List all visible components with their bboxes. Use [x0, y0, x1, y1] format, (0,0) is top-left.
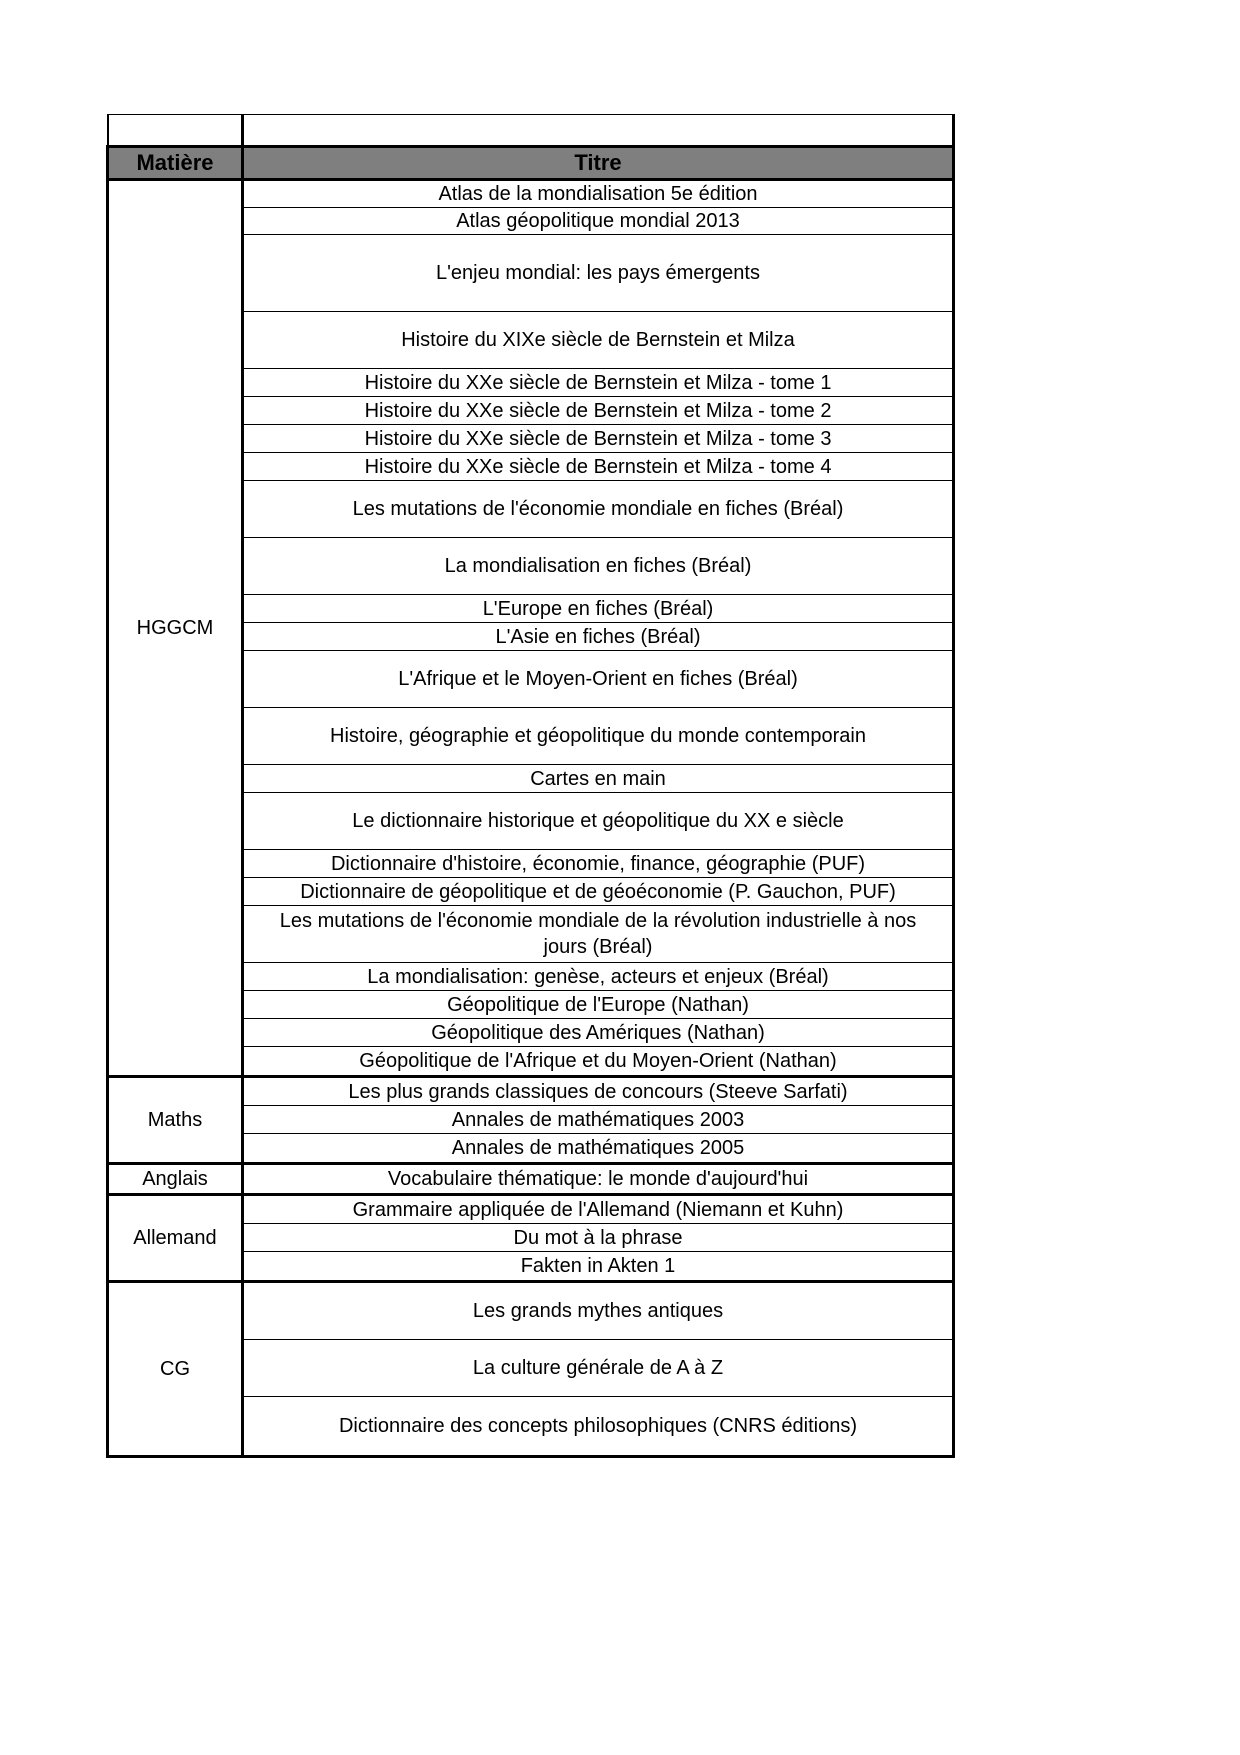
title-cell: Dictionnaire d'histoire, économie, finance, géographie (PUF): [243, 850, 954, 878]
title-cell: Histoire du XXe siècle de Bernstein et Milza - tome 2: [243, 397, 954, 425]
title-cell: Les plus grands classiques de concours (Steeve Sarfati): [243, 1077, 954, 1106]
table-row: [108, 1282, 954, 1340]
blank-cell: [243, 115, 954, 147]
title-cell: Le dictionnaire historique et géopolitique du XX e siècle: [243, 793, 954, 850]
title-cell: Cartes en main: [243, 765, 954, 793]
table-row: [108, 1195, 954, 1224]
title-cell: L'Asie en fiches (Bréal): [243, 623, 954, 651]
blank-cell: [108, 115, 243, 147]
title-cell: Dictionnaire de géopolitique et de géoéconomie (P. Gauchon, PUF): [243, 878, 954, 906]
title-header: Titre: [243, 147, 954, 180]
title-cell: La mondialisation: genèse, acteurs et enjeux (Bréal): [243, 963, 954, 991]
table-row: [108, 180, 954, 208]
title-cell: Fakten in Akten 1: [243, 1252, 954, 1282]
title-cell: L'Europe en fiches (Bréal): [243, 595, 954, 623]
title-cell: Géopolitique de l'Afrique et du Moyen-Orient (Nathan): [243, 1047, 954, 1077]
title-cell: L'enjeu mondial: les pays émergents: [243, 235, 954, 312]
title-cell: Annales de mathématiques 2003: [243, 1106, 954, 1134]
subject-cell: HGGCM: [108, 180, 243, 1077]
title-cell: Les mutations de l'économie mondiale de la révolution industrielle à nos jours (Bréal): [243, 906, 954, 963]
title-cell: Du mot à la phrase: [243, 1224, 954, 1252]
title-cell: Histoire du XXe siècle de Bernstein et Milza - tome 4: [243, 453, 954, 481]
blank-row: [108, 115, 954, 147]
subject-cell: CG: [108, 1282, 243, 1457]
subject-header: Matière: [108, 147, 243, 180]
title-cell: Vocabulaire thématique: le monde d'aujourd'hui: [243, 1164, 954, 1195]
title-cell: La culture générale de A à Z: [243, 1340, 954, 1397]
subject-cell: Maths: [108, 1077, 243, 1164]
spreadsheet-sheet: [106, 114, 952, 1458]
title-cell: Les mutations de l'économie mondiale en fiches (Bréal): [243, 481, 954, 538]
title-cell: La mondialisation en fiches (Bréal): [243, 538, 954, 595]
title-cell: Les grands mythes antiques: [243, 1282, 954, 1340]
title-cell: Histoire, géographie et géopolitique du monde contemporain: [243, 708, 954, 765]
title-cell: Grammaire appliquée de l'Allemand (Niemann et Kuhn): [243, 1195, 954, 1224]
title-cell: Dictionnaire des concepts philosophiques (CNRS éditions): [243, 1397, 954, 1457]
title-cell: Histoire du XXe siècle de Bernstein et Milza - tome 3: [243, 425, 954, 453]
book-list-table: [106, 114, 955, 1458]
title-cell: Atlas de la mondialisation 5e édition: [243, 180, 954, 208]
title-cell: Annales de mathématiques 2005: [243, 1134, 954, 1164]
title-cell: Atlas géopolitique mondial 2013: [243, 208, 954, 235]
table-row: [108, 1164, 954, 1195]
title-cell: Géopolitique des Amériques (Nathan): [243, 1019, 954, 1047]
table-body: [108, 180, 954, 1457]
table-row: [108, 1077, 954, 1106]
title-cell: Histoire du XIXe siècle de Bernstein et Milza: [243, 312, 954, 369]
header-row: [108, 147, 954, 180]
subject-cell: Anglais: [108, 1164, 243, 1195]
title-cell: L'Afrique et le Moyen-Orient en fiches (Bréal): [243, 651, 954, 708]
title-cell: Géopolitique de l'Europe (Nathan): [243, 991, 954, 1019]
subject-cell: Allemand: [108, 1195, 243, 1282]
title-cell: Histoire du XXe siècle de Bernstein et Milza - tome 1: [243, 369, 954, 397]
